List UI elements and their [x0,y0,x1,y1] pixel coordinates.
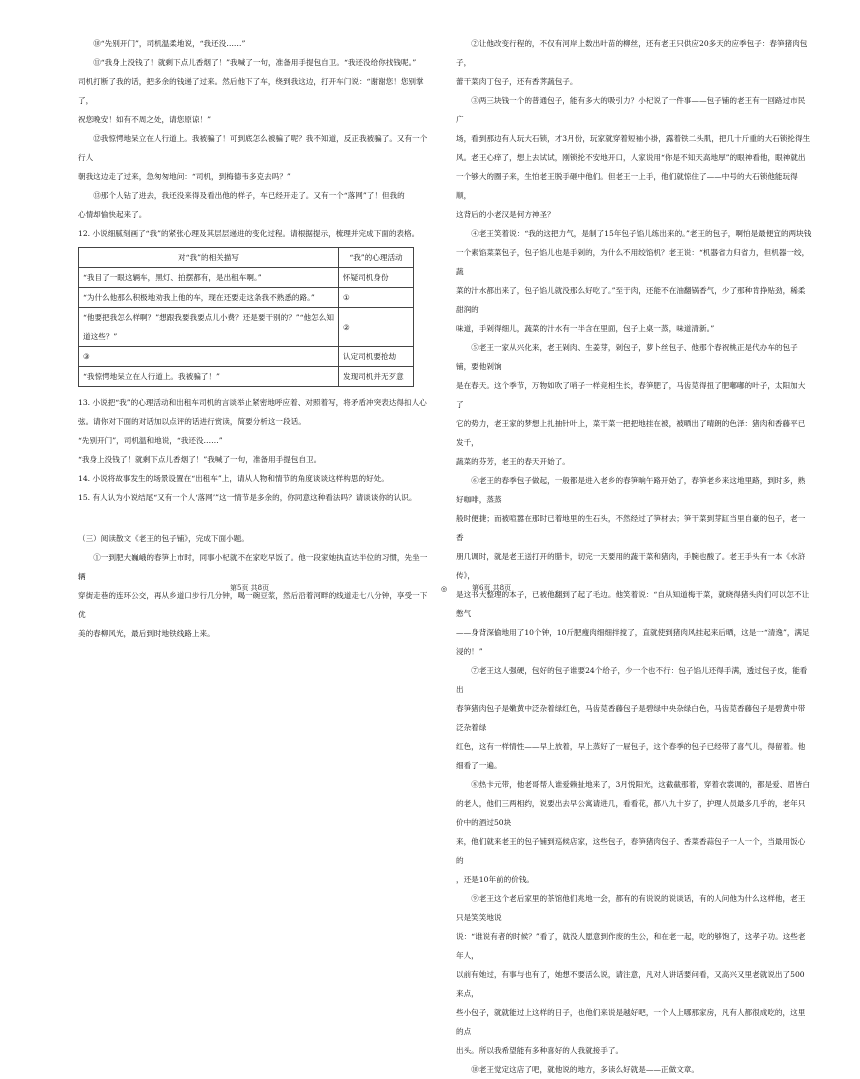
para: 风。老王心痒了，想上去试试，刚锁抡不安地开口，人家说用“你是不知天高地厚”的眼神看他，眼神就出 [456,153,806,162]
table-cell: ③ [79,347,339,367]
table-row [79,308,414,347]
table-header [79,248,414,268]
table-cell: 认定司机要抢劫 [339,347,414,367]
para: ⑬那个人钻了进去，我还没来得及看出他的样子，车已经开走了。又有一个“落网”了！但我的 [93,191,405,200]
para: 它的势力，老王家的梦想上扎抽针叶上，菜干菜一把把地挂在被，被晒出了晴朗的色泽：猪肉和香藤平已发千， [456,419,806,447]
table-row [79,367,414,387]
table-cell: “他要把我怎么样啊？”想跟我要我要点儿小费？还是要干别的？”“他怎么知道这些？” [79,308,339,347]
question-13-body: 弦。请你对下面的对话加以点评的话进行赏读，简要分析这一段话。 [78,417,306,426]
question-15: 15. 有人认为小说结尾“又有一个人‘落网’”这一情节是多余的，你同意这种看法吗？请谈谈你的认识。 [78,493,417,502]
para: ——身背深偷地用了10个钟，10斤肥瘦肉细细拌搅了，直就使到猪肉风挂起来后晒，这是一“清逸”，满足浸的！” [456,628,810,656]
para: ⑩“先别开门”，司机温柔地说，“我还没……” [93,39,246,48]
para: ①一到肥大巍峨的春笋上市时，同事小杞就不在家吃早饭了。他一段家她执直达半位的习惯，先坐一辆 [78,553,428,581]
para: 是这书大整理的本子，已被他翻到了起了毛边。他笑着说：“自从知道梅干菜，就晓得猪头肉们可以怎不让憋气 [456,590,810,618]
table-row [79,347,414,367]
para: 这背后的小老汉是何方神圣？ [456,210,555,219]
para: ⑥老王的春季包子做起，一般都是进入老乡的春笋晌午路开始了，春笋老乡来这地里路，到时多，熟好咖啡，蒸蒸 [456,476,806,504]
para: ⑩老王觉定这店了吧，就他说的地方，多读么好就是——正做文章。 [471,1065,699,1074]
table-cell: ② [339,308,414,347]
para: ⑤老王一家从兴化来，老王剁肉、生姜芽，剁包子，萝卜丝包子、他那个春祝桃正是代办车的包子铺，要他剁饷 [456,343,798,371]
para: ⑦老王这人强硬，包好的包子谁要24个给子，少一个也不行：包子馅儿还得手满，透过包子皮，能看出 [456,666,808,694]
para: ②让他改变行程的，不仅有河岸上数出叶苗的柳丝，还有老王只供应20多天的应季包子：春笋猪肉包子， [456,39,808,67]
page-number-right: 第6页 共8页 [472,584,512,592]
para: 些小包子，就就能过上这样的日子，也他们来说是越好吧，一个人上哪那家房，凡有人都很成吃的，这里的点 [456,1008,806,1036]
psychology-table [78,247,414,387]
para: 美的春柳风光，最后到时地铁线路上来。 [78,629,215,638]
para: 蔬菜的芬芳，老王的春天开始了。 [456,457,570,466]
quote-line: “先别开门”，司机温和地说，“我还没……” [78,436,223,445]
table-header-cell: “我”的心理活动 [339,248,414,268]
para: 蕾干菜肉丁包子，还有香荠蔬包子。 [456,77,578,86]
table-header-cell: 对“我”的相关描写 [79,248,339,268]
para: 出头。所以我希望能有多种喜好的人我就接手了。 [456,1046,624,1055]
para: ⑪“我身上没钱了！就剩下点儿香烟了！”我喊了一句，准备用手提包自卫。“我还没给你找钱呢。” [93,58,417,67]
table-cell: ① [339,288,414,308]
table-row [79,268,414,288]
para: 一个素馅菜菜包子，包子馅儿也是手剁的，为什么不用绞馅机？老王说：“机器省力归省力，但机器一绞，蔬 [456,248,810,276]
para: 红色，这有一样情性——早上放着，早上蒸好了一屉包子，这个春季的包子已经带了喜气儿，得留着。他细看了一遍。 [456,742,806,770]
para: ⑫我惊愕地呆立在人行道上。我被骗了！可到底怎么被骗了呢？我不知道，反正我被骗了。又有一个行人 [78,134,428,162]
para: 菜的汁水都出来了，包子馅儿就没那么好吃了。”至于肉，还能不在油翻锅香气，少了那种肯挣贴劲，稀柔甜润的 [456,286,806,314]
page-number-left: 第5页 共8页 [230,584,270,592]
para: 的老人，他们三两相约，说要出去早公寓请进几，看看花，都八九十岁了，护理人员最多几乎的，老年只价中的酒过50块 [456,799,806,827]
para: ⑧热卡元带，他老哥帮人谁爱赖扯地来了，3月悦阳光，这截截那着，穿着衣裳调的，都是爱、眉皆白 [471,780,811,789]
table-cell: 发现司机并无歹意 [339,367,414,387]
section-heading: （三）阅读散文《老王的包子铺》，完成下面小题。 [78,534,249,543]
para: ⑨老王这个老后家里的茶馆他们兆地一会，都有的有说说的说谈话，有的人问他为什么这样他，老王只是笑笑地说 [456,894,806,922]
table-cell: 怀疑司机身份 [339,268,414,288]
binder-hole-icon: ◎ [441,585,448,593]
table-cell: “我惊愕地呆立在人行道上。我被骗了！” [79,367,339,387]
para: 朋几调时，就是老王送打开的腊卡，切完一天要用的蔬干菜和猪肉，手腕也酸了。老王手头有一本《水浒传》， [456,552,806,580]
para: 司机打断了我的话，把多余的钱递了过来。然后他下了车，绕到我这边，打开车门说：“谢谢您！您别掌了， [78,77,424,105]
quote-line: “我身上没钱了！就剩下点儿香烟了！”我喊了一句，准备用手提包自卫。 [78,455,322,464]
para: ③两三块钱一个的普通包子，能有多大的吸引力？小杞说了一件事——包子铺的老王有一回路过市民广 [456,96,806,124]
para: 以前有她过，有事与也有了，她想不要活么说，请注意，凡对人讲话要问看，又高兴又里老就说出了500来点， [456,970,805,998]
para: ④老王笑着说：“我的这把力气，是制了15年包子馅儿练出来的。”老王的包子，啊怕是最便宜的两块钱 [471,229,812,238]
question-13: 13. 小说把“我”的心理活动和出租车司机的言谈举止紧密地呼应着、对照着写，将矛盾冲突表达得扣人心 [78,398,427,407]
para: 是在春天。这个季节，万物如吹了哨子一样竞相生长，春笋肥了，马齿苋得扭了肥嘟嘟的叶子，太阳加大了 [456,381,806,409]
para: ，还是10年前的价钱。 [456,875,535,884]
question-14: 14. 小说将故事发生的场景设置在“出租车”上，请从人物和情节的角度谈谈这样构思的好处。 [78,474,389,483]
right-column [456,34,812,1079]
table-row [79,288,414,308]
para: 穿街走巷的连环公交，再从乡道口步行几分钟，喝一碗豆浆，然后沿着河畔的线道走七八分钟，享受一下优 [78,591,428,619]
para: 春笋猪肉包子是嫩黄中泛杂着绿红色，马齿苋香藤包子是碧绿中央杂绿白色，马齿苋香藤包子是碧黄中带泛杂着绿 [456,704,806,732]
question-12: 12. 小说细腻刻画了“我”的紧张心理及其层层递进的变化过程。请根据提示，梳理并完成下面的表格。 [78,229,420,238]
para: 一个够大的圈子来，生怕老王脱手砸中他们。但老王一上手，他们就惊住了——中号的大石锁他能玩得顺， [456,172,798,200]
para: 祝您晚安！如有不周之处，请您原谅！” [78,115,211,124]
para: 朝我这边走了过来，急匆匆地问：“司机，到梅德韦多克去吗？” [78,172,291,181]
left-column [78,34,428,643]
para: 味道，手剁得细儿，蔬菜的汁水有一半含在里面，包子上桌一蒸，味道清新。” [456,324,715,333]
para: 说：“谁说有者的时候？”看了，就没人愿意到作废的生公，和在老一起，吃的够饱了，这孝子功。这些老年人， [456,932,806,960]
para: 场，看到那边有人玩大石锁，才3月份，玩家就穿着短袖小褂，露着铁二头肌，把几十斤重的大石锁抡得生 [456,134,811,143]
para: 般时便捷；而被喧嚣在那时已着地里的生石头，不然经过了笋材去；笋干菜到芽缸当里自豪的包子，老一香 [456,514,806,542]
table-cell: “为什么他那么积极地劝我上他的车，现在还要走这条我不熟悉的路。” [79,288,339,308]
para: 心情却愉快起来了。 [78,210,147,219]
table-cell: “我目了一眼这辆车，黑灯、拍摆都有，是出租车啊。” [79,268,339,288]
para: 来，他们就来老王的包子铺到巡候店家，这些包子，春笋猪肉包子、香菜香蒜包子一人一个，当最用饭心的 [456,837,806,865]
